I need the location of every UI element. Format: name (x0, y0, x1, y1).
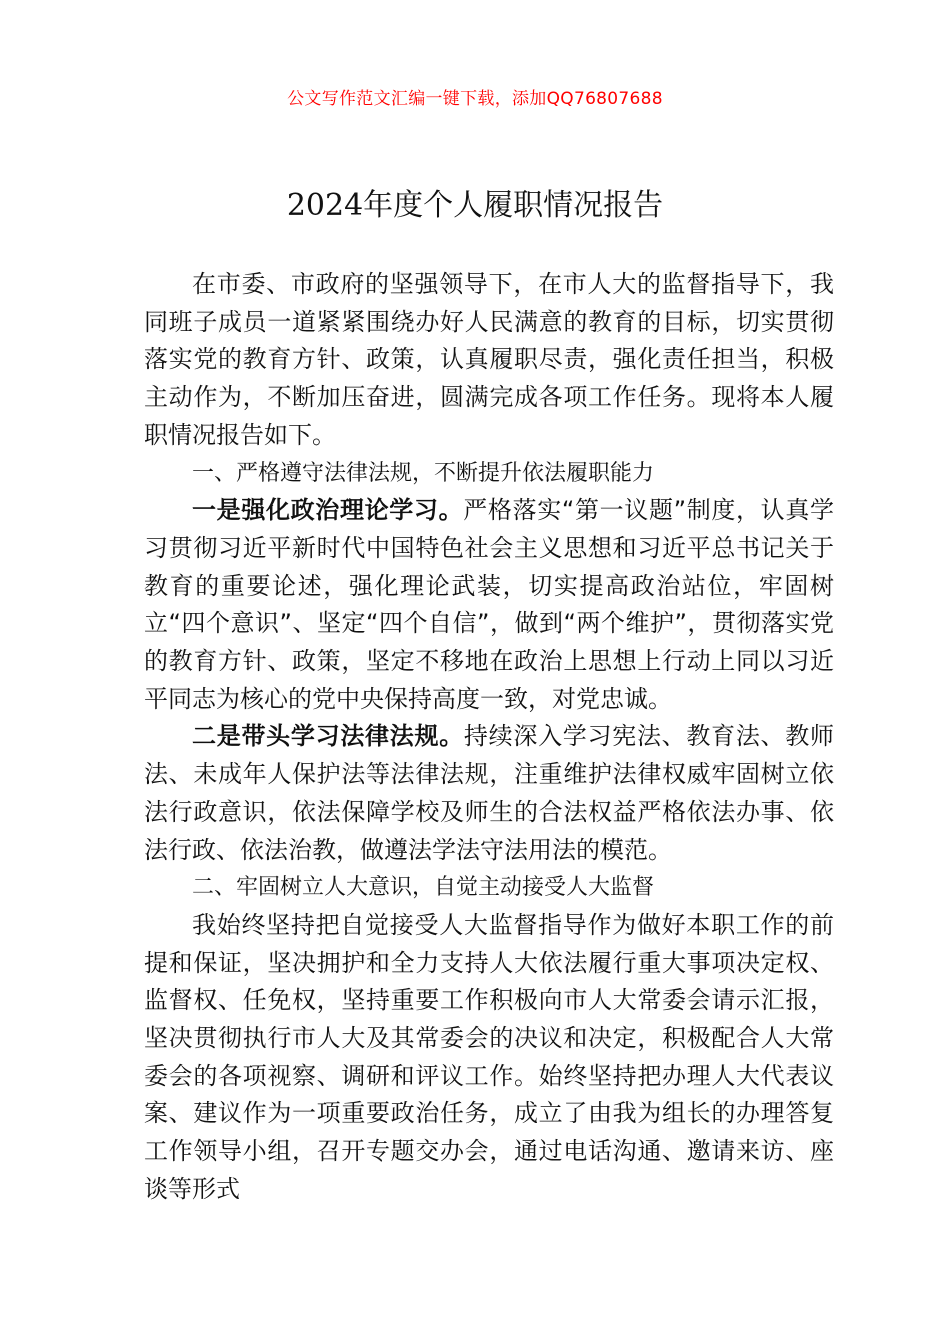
section2-paragraph: 我始终坚持把自觉接受人大监督指导作为做好本职工作的前提和保证，坚决拥护和全力支持人大依法履行重大事项决定权、监督权、任免权，坚持重要工作积极向市人大常委会请示汇报，坚决贯彻执行市人大及其常委会的决议和决定，积极配合人大常委会的各项视察、调研和评议工作。始终坚持把办理人大代表议案、建议作为一项重要政治任务，成立了由我为组长的办理答复工作领导小组，召开专题交办会，通过电话沟通、邀请来访、座谈等形式 (144, 910, 834, 1203)
section1-item1-paragraph (144, 492, 834, 718)
document-title: 2024年度个人履职情况报告 (286, 188, 664, 223)
section1-item1-lead: 一是强化政治理论学习。 (192, 496, 464, 525)
section1-item1-text: 严格落实“第一议题”制度，认真学习贯彻习近平新时代中国特色社会主义思想和习近平总书记关于教育的重要论述，强化理论武装，切实提高政治站位，牢固树立“四个意识”、坚定“四个自信”，做到“两个维护”，贯彻落实党的教育方针、政策，坚定不移地在政治上思想上行动上同以习近平同志为核心的党中央保持高度一致，对党忠诚。 (144, 496, 834, 713)
section1-item2-text: 持续深入学习宪法、教育法、教师法、未成年人保护法等法律法规，注重维护法律权威牢固树立依法行政意识，依法保障学校及师生的合法权益严格依法办事、依法行政、依法治教，做遵法学法守法用法的模范。 (144, 722, 835, 864)
document-body (144, 266, 834, 1209)
intro-paragraph: 在市委、市政府的坚强领导下，在市人大的监督指导下，我同班子成员一道紧紧围绕办好人民满意的教育的目标，切实贯彻落实党的教育方针、政策，认真履职尽责，强化责任担当，积极主动作为，不断加压奋进，圆满完成各项工作任务。现将本人履职情况报告如下。 (144, 270, 834, 449)
section1-item2-lead: 二是带头学习法律法规。 (192, 722, 464, 751)
section1-item2-paragraph (144, 718, 834, 869)
download-banner: 公文写作范文汇编一键下载，添加QQ76807688 (287, 89, 663, 109)
section-heading-1: 一、严格遵守法律法规，不断提升依法履职能力 (192, 460, 655, 486)
section-heading-2: 二、牢固树立人大意识，自觉主动接受人大监督 (192, 875, 655, 901)
